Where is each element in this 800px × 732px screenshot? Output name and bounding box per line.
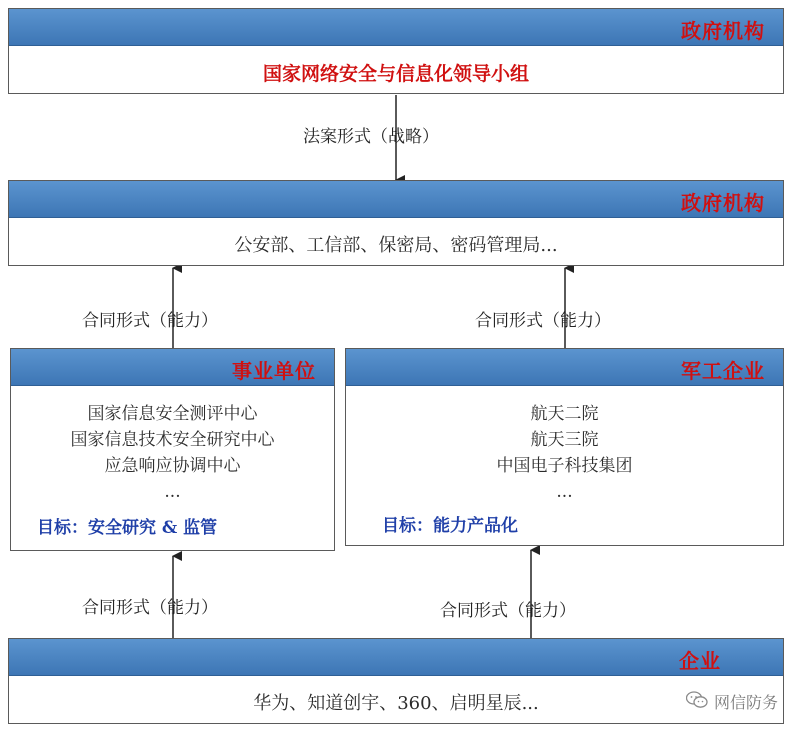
military-header — [346, 349, 783, 386]
enterprise-title: 企业 — [679, 649, 721, 673]
list-item: 航天三院 — [530, 430, 599, 450]
enterprise-content: 华为、知道创宇、360、启明星辰... — [253, 693, 539, 714]
middle-gov-box — [8, 180, 784, 266]
middle-gov-header — [9, 181, 783, 218]
middle-gov-content: 公安部、工信部、保密局、密码管理局... — [234, 235, 558, 256]
top-gov-title: 政府机构 — [681, 19, 765, 43]
list-item: 国家信息技术安全研究中心 — [70, 430, 275, 450]
military-box — [345, 348, 784, 546]
list-item: 应急响应协调中心 — [104, 456, 241, 476]
list-item: ... — [164, 482, 181, 502]
list-item: 航天二院 — [530, 404, 599, 424]
list-item: ... — [556, 482, 573, 502]
connector-top-label: 法案形式（战略） — [303, 127, 439, 147]
top-gov-content: 国家网络安全与信息化领导小组 — [262, 63, 529, 85]
top-gov-box — [8, 8, 784, 94]
enterprise-header — [9, 639, 783, 676]
connector-mid-left-label: 合同形式（能力） — [82, 311, 218, 331]
enterprise-box — [8, 638, 784, 724]
institution-header — [11, 349, 334, 386]
military-title: 军工企业 — [681, 359, 765, 383]
list-item: 国家信息安全测评中心 — [87, 404, 258, 424]
military-list — [346, 401, 783, 505]
watermark-text: 网信防务 — [713, 693, 778, 712]
connector-bot-left-label: 合同形式（能力） — [82, 598, 218, 618]
institution-list — [11, 401, 334, 505]
institution-box — [10, 348, 335, 551]
watermark — [686, 690, 778, 713]
institution-goal: 目标：安全研究 & 监管 — [37, 518, 218, 538]
middle-gov-title: 政府机构 — [681, 191, 765, 215]
top-gov-header — [9, 9, 783, 46]
connector-bot-right-label: 合同形式（能力） — [440, 601, 576, 621]
wechat-icon — [686, 691, 708, 713]
institution-title: 事业单位 — [232, 359, 316, 383]
military-goal: 目标：能力产品化 — [382, 516, 518, 536]
connector-mid-right-label: 合同形式（能力） — [475, 311, 611, 331]
list-item: 中国电子科技集团 — [496, 456, 633, 476]
